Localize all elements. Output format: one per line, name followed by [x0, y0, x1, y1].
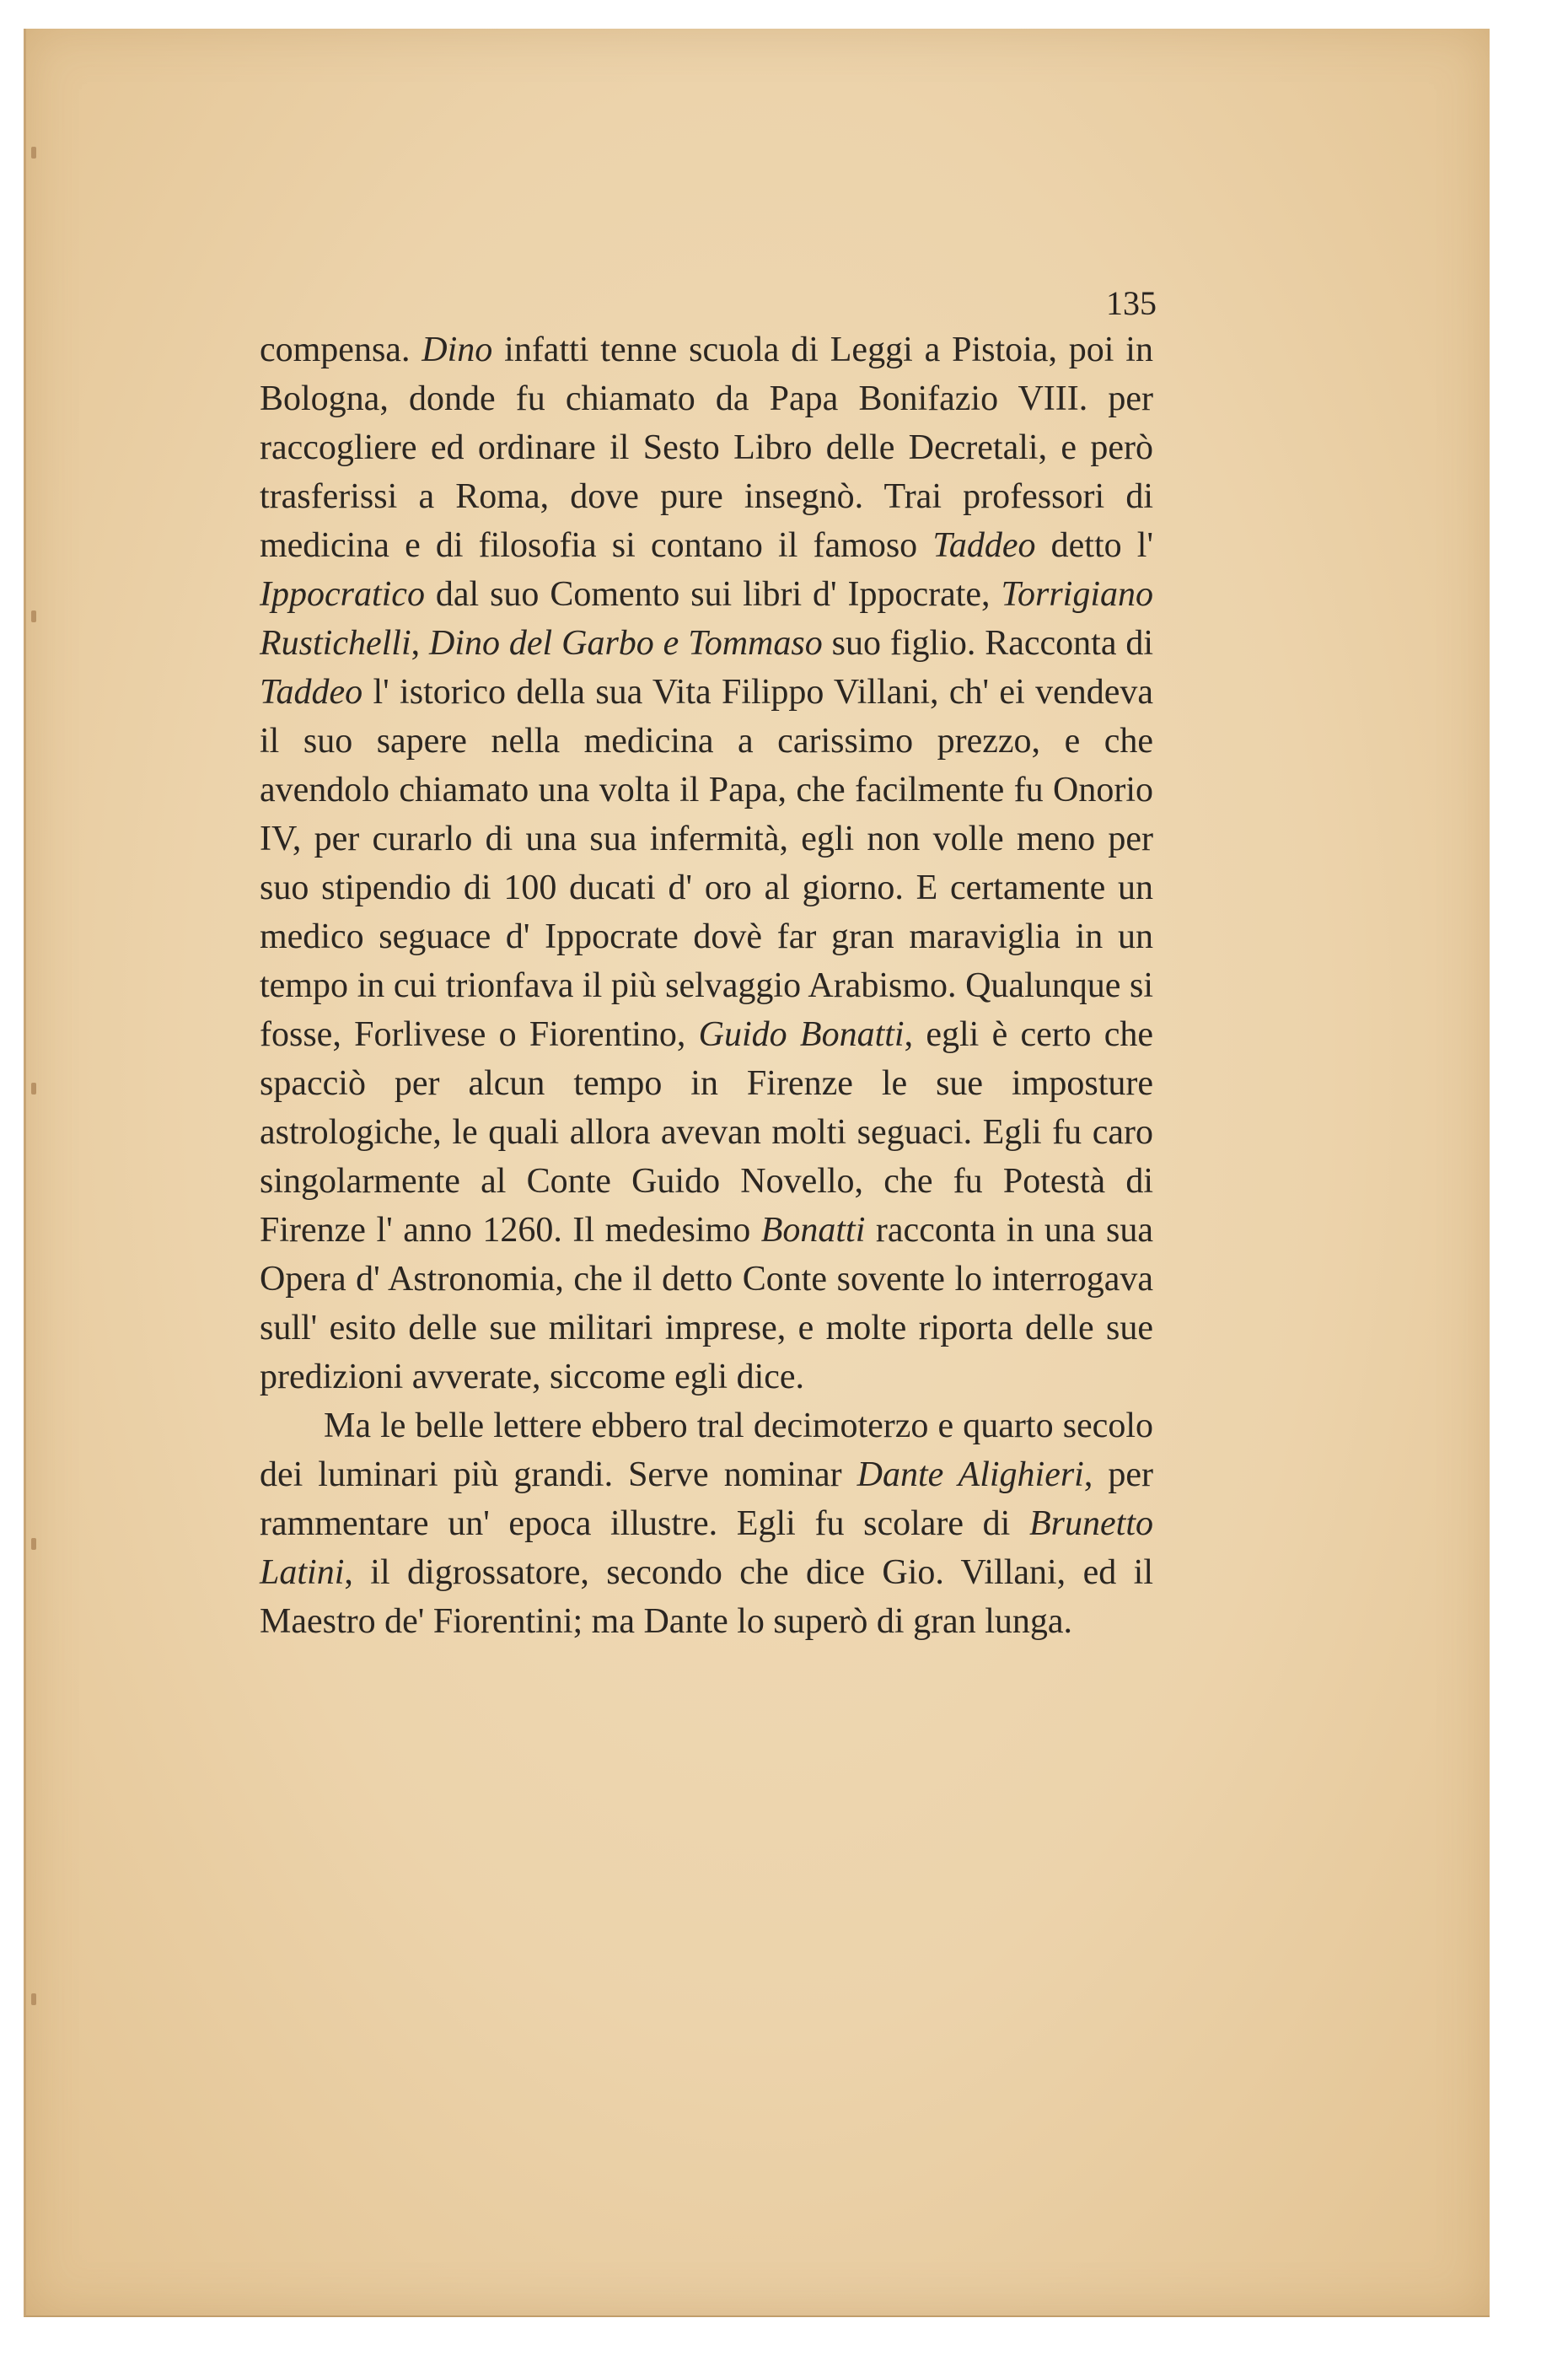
text-segment: racconta in una sua Opera d' Astronomia, che il detto Conte sovente lo interrogava sull' esito delle sue militari imprese, e molte riporta delle sue predizioni avverate, siccome egli dice. — [260, 1211, 1153, 1396]
text-segment: compensa. — [260, 331, 422, 369]
text-segment: infatti tenne scuola di Leggi a Pistoia, poi in Bologna, donde fu chiamato da Papa Bonifazio VIII. per raccogliere ed ordinare il Sesto Libro delle Decretali, e però trasferissi a Roma, dove pure insegnò. Trai professori di medicina e di filosofia si contano il famoso — [260, 331, 1153, 565]
page-number: 135 — [1106, 284, 1157, 322]
italic-name: Taddeo — [260, 673, 363, 712]
text-segment: suo figlio. Racconta di — [822, 624, 1154, 663]
italic-name: Torrigiano Rustichelli — [260, 575, 1153, 663]
text-segment: l' istorico della sua Vita Filippo Villani, ch' ei vendeva il suo sapere nella medicina a carissimo prezzo, e che avendolo chiamato una volta il Papa, che facilmente fu Onorio IV, per curarlo di una sua infermità, egli non volle meno per suo stipendio di 100 ducati d' oro al giorno. E certamente un medico seguace d' Ippocrate dovè far gran maraviglia in un tempo in cui trionfava il più selvaggio Arabismo. Qualunque si fosse, Forlivese o Fiorentino, — [260, 673, 1153, 1054]
italic-name: Dino — [422, 331, 493, 369]
paragraph — [260, 325, 1153, 1401]
binding-stitch — [31, 1538, 36, 1550]
italic-name: Brunetto Latini — [260, 1504, 1153, 1592]
italic-name: Dino del Garbo e Tommaso — [429, 624, 823, 663]
binding-stitch — [31, 147, 36, 159]
paragraph — [260, 1401, 1153, 1646]
italic-name: Dante Alighieri — [856, 1455, 1084, 1494]
italic-name: Ippocratico — [260, 575, 425, 614]
text-segment: , — [411, 624, 430, 663]
text-segment: , egli è certo che spacciò per alcun tempo in Firenze le sue imposture astrologiche, le quali allora avevan molti seguaci. Egli fu caro singolarmente al Conte Guido Novello, che fu Potestà di Firenze l' anno 1260. Il medesimo — [260, 1015, 1154, 1250]
binding-stitch — [31, 610, 36, 622]
text-segment: dal suo Comento sui libri d' Ippocrate, — [424, 575, 1001, 614]
italic-name: Taddeo — [932, 526, 1036, 565]
binding-stitch — [31, 1083, 36, 1094]
text-segment: , per rammentare un' epoca illustre. Egli fu scolare di — [260, 1455, 1153, 1543]
italic-name: Bonatti — [760, 1211, 866, 1250]
text-segment: detto l' — [1035, 526, 1154, 565]
italic-name: Guido Bonatti — [698, 1015, 905, 1054]
text-segment: Ma le belle lettere ebbero tral decimoterzo e quarto secolo dei luminari più grandi. Serve nominar — [260, 1406, 1153, 1494]
binding-stitch — [31, 1993, 36, 2005]
text-segment: , il digrossatore, secondo che dice Gio. Villani, ed il Maestro de' Fiorentini; ma Dante lo superò di gran lunga. — [260, 1553, 1153, 1641]
body-text — [260, 325, 1153, 1646]
